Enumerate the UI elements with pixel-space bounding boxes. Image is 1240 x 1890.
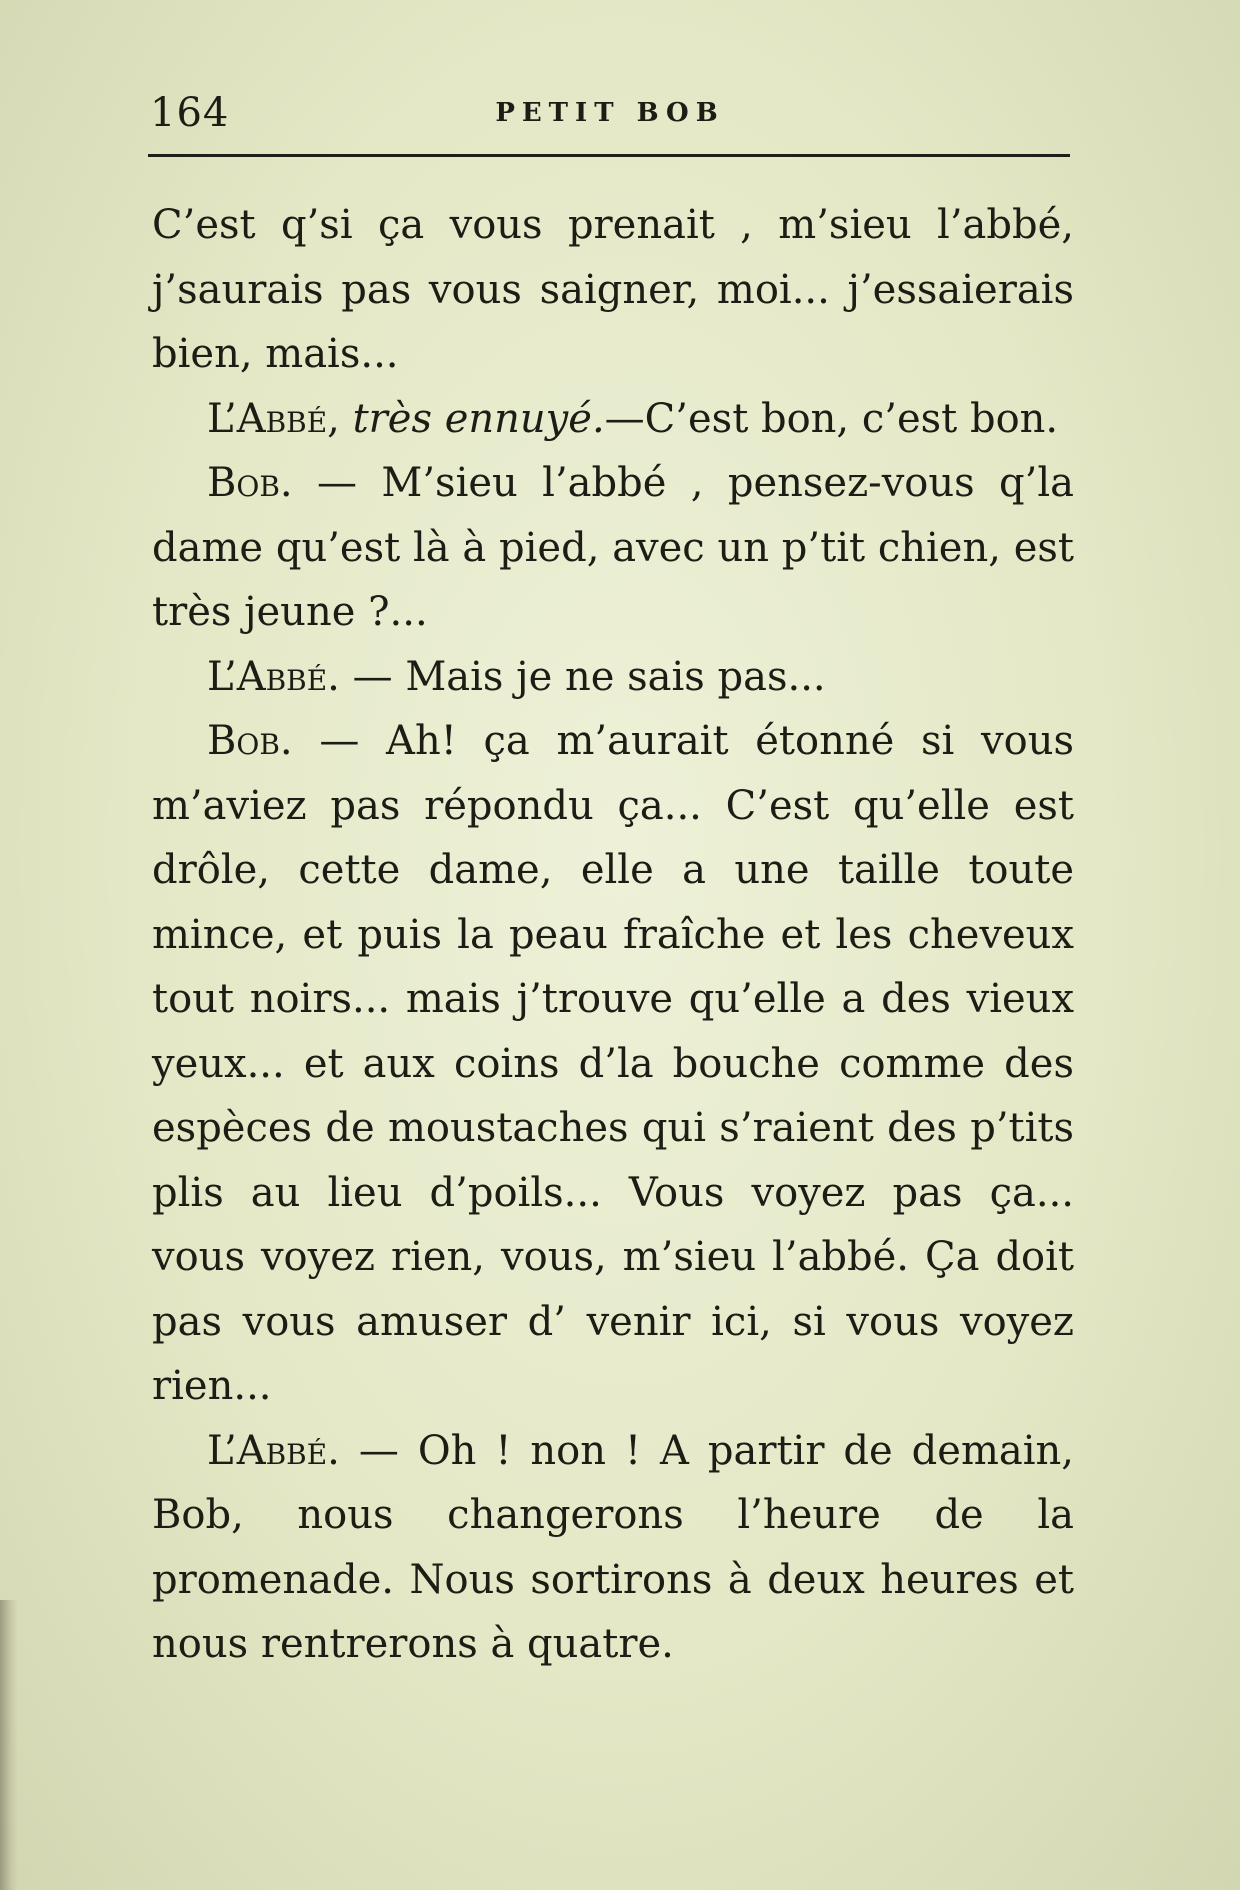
- speaker-name: L’Abbé.: [207, 1427, 340, 1474]
- paragraph-text: —C’est bon, c’est bon.: [604, 395, 1059, 442]
- header-rule: [148, 154, 1070, 157]
- paragraph-text: — M’sieu l’abbé , pensez-vous q’la dame qu’est là à pied, avec un p’tit chien, est très jeune ?...: [152, 460, 1074, 635]
- page-header: [150, 88, 1070, 138]
- paragraph: [152, 645, 1074, 710]
- paragraph-text: C’est q’si ça vous prenait , m’sieu l’abbé, j’saurais pas vous saigner, moi... j’essaierais bien, mais...: [152, 202, 1074, 377]
- paragraph: [152, 709, 1074, 1419]
- body-text: [152, 193, 1074, 1677]
- running-title: PETIT BOB: [495, 98, 725, 128]
- paragraph-text: — Oh ! non ! A partir de demain, Bob, nous changerons l’heure de la promenade. Nous sortirons à deux heures et nous rentrerons à quatre.: [152, 1427, 1074, 1667]
- paragraph: [152, 193, 1074, 387]
- stage-direction: très ennuyé.: [352, 395, 605, 442]
- speaker-name: Bob.: [207, 718, 293, 764]
- paragraph: [152, 451, 1074, 645]
- paragraph: [152, 1419, 1074, 1677]
- speaker-name: L’Abbé.: [207, 653, 340, 700]
- paragraph-text: — Mais je ne sais pas...: [339, 653, 826, 700]
- speaker-name: L’Abbé,: [207, 395, 340, 442]
- speaker-name: Bob.: [207, 460, 293, 506]
- paragraph-text: — Ah! ça m’aurait étonné si vous m’aviez pas répondu ça... C’est qu’elle est drôle, cette dame, elle a une taille toute mince, et puis la peau fraîche et les cheveux tout noirs... mais j’trouve qu’elle a des vieux yeux... et aux coins d’la bouche comme des espèces de moustaches qui s’raient des p’tits plis au lieu d’poils... Vous voyez pas ça... vous voyez rien, vous, m’sieu l’abbé. Ça doit pas vous amuser d’ venir ici, si vous voyez rien...: [152, 718, 1074, 1409]
- page-number: 164: [150, 90, 230, 136]
- page-edge-shadow: [0, 1600, 18, 1890]
- paragraph: [152, 387, 1074, 452]
